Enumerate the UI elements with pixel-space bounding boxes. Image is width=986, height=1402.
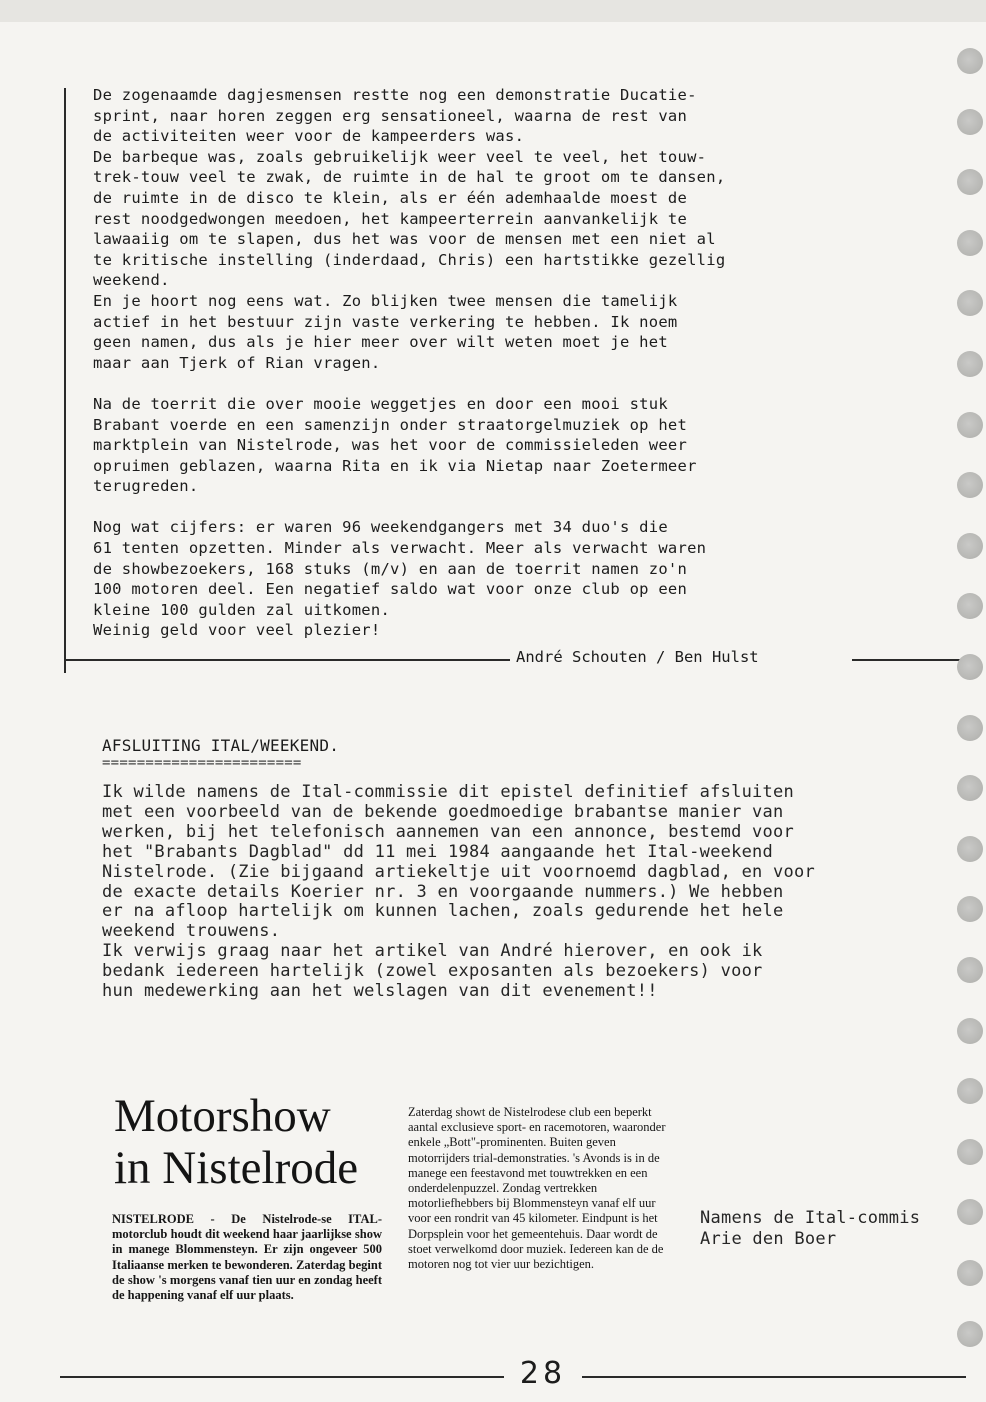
body1-line: opruimen geblazen, waarna Rita en ik via Nietap naar Zoetermeer [93,456,697,475]
binder-hole [957,290,983,316]
clipping-lead-column: NISTELRODE - De Nistelrode-se ITAL-motorclub houdt dit weekend haar jaarlijkse show in manege Blommensteyn. Er zijn ongeveer 500 Italiaanse merken te bewonderen. Zaterdag begint de show 's morgens vanaf tien uur en zondag heeft de happening vanaf elf uur plaats. [112,1212,382,1303]
binder-hole [957,230,983,256]
body2-line: werken, bij het telefonisch aannemen van een annonce, bestemd voor [102,821,795,842]
binder-hole [957,896,983,922]
binder-hole [957,1199,983,1225]
binder-hole [957,412,983,438]
binder-hole [957,533,983,559]
body1-line: De barbeque was, zoals gebruikelijk weer veel te veel, het touw- [93,147,707,166]
body1-line: Brabant voerde en een samenzijn onder straatorgelmuziek op het [93,415,688,434]
body2-line: de exacte details Koerier nr. 3 en voorgaande nummers.) We hebben [102,881,784,902]
body1-line: de activiteiten weer voor de kampeerders was. [93,127,525,146]
signature-rule-right [852,659,964,661]
body1-line: geen namen, dus als je hier meer over wilt weten moet je het [93,333,668,352]
article-body-1 [93,85,725,641]
binder-hole [957,957,983,983]
body1-line: Nog wat cijfers: er waren 96 weekendgangers met 34 duo's die [93,518,668,537]
body2-line: het "Brabants Dagblad" dd 11 mei 1984 aangaande het Ital-weekend [102,841,774,862]
clipping-body-column: Zaterdag showt de Nistelrodese club een beperkt aantal exclusieve sport- en racemotoren, waaronder enkele „Bott"-prominenten. Buiten geven motorrijders trial-demonstraties. 's Avonds is in de manege een feestavond met touwtrekken en een onderdelenpuzzel. Zondag vertrekken motorliefhebbers bij Blommensteyn vanaf elf uur voor een rondrit van 45 kilometer. Eindpunt is het Dorpsplein voor het gemeentehuis. Daar wordt de stoet verwelkomd door muziek. Iedereen kan de de motoren nog tot vier uur bezichtigen. [408,1105,666,1272]
signoff-block [700,1208,920,1250]
body2-line: Nistelrode. (Zie bijgaand artiekeltje uit voornoemd dagblad, en voor [102,861,815,882]
article-body-2 [102,783,815,1002]
body1-line: maar aan Tjerk of Rian vragen. [93,353,381,372]
body1-line: de showbezoekers, 168 stuks (m/v) en aan de toerrit namen zo'n [93,559,688,578]
binder-hole [957,351,983,377]
body1-line: marktplein van Nistelrode, was het voor de commissieleden weer [93,436,688,455]
body1-line: De zogenaamde dagjesmensen restte nog een demonstratie Ducatie- [93,86,697,104]
section-border-left [64,88,66,673]
binder-hole [957,593,983,619]
body2-line: weekend trouwens. [102,921,281,942]
body2-line: Ik verwijs graag naar het artikel van André hierover, en ook ik [102,941,763,962]
body1-line: sprint, naar horen zeggen erg sensationeel, waarna de rest van [93,106,688,125]
body1-line: 61 tenten opzetten. Minder als verwacht. Meer als verwacht waren [93,539,707,558]
signoff-name: Arie den Boer [700,1229,837,1249]
body1-line: trek-touw veel te zwak, de ruimte in de hal te groot om te dansen, [93,168,726,187]
body2-line: met een voorbeeld van de bekende goedmoedige brabantse manier van [102,801,784,822]
footer-rule-left [60,1376,504,1378]
body1-line: de ruimte in de disco te klein, als er één ademhaalde moest de [93,188,688,207]
body1-line: En je hoort nog eens wat. Zo blijken twee mensen die tamelijk [93,291,678,310]
binder-hole [957,1139,983,1165]
body1-line: lawaaiig om te slapen, dus het was voor de mensen met een niet al [93,230,716,249]
binder-hole [957,472,983,498]
clipping-headline-line-2: in Nistelrode [114,1142,359,1194]
body1-line: kleine 100 gulden zal uitkomen. [93,600,391,619]
signature-row [64,647,964,671]
binder-hole [957,169,983,195]
body1-line: 100 motoren deel. Een negatief saldo wat voor onze club op een [93,580,688,599]
binder-holes [955,0,986,1402]
binder-hole [957,775,983,801]
author-signature: André Schouten / Ben Hulst [516,648,759,666]
binder-hole [957,1078,983,1104]
body1-line: rest noodgedwongen meedoen, het kampeerterrein aanvankelijk te [93,209,688,228]
body2-line: hun medewerking aan het welslagen van dit evenement!! [102,981,658,1002]
section-title: AFSLUITING ITAL/WEEKEND. [102,736,340,755]
body2-line: bedank iedereen hartelijk (zowel exposanten als bezoekers) voor [102,961,763,982]
body2-line: Ik wilde namens de Ital-commissie dit epistel definitief afsluiten [102,782,795,802]
clipping-headline-line-1: Motorshow [114,1090,331,1142]
signature-rule-left [64,659,510,661]
body1-line: Weinig geld voor veel plezier! [93,621,381,640]
binder-hole [957,654,983,680]
binder-hole [957,1260,983,1286]
body1-line: te kritische instelling (inderdaad, Chris) een hartstikke gezellig [93,250,726,269]
binder-hole [957,836,983,862]
section-title-underline: ======================= [102,755,302,771]
binder-hole [957,48,983,74]
binder-hole [957,1321,983,1347]
body1-line: terugreden. [93,477,199,496]
body1-line: weekend. [93,271,170,290]
signoff-line-1: Namens de Ital-commis [700,1208,921,1228]
footer-rule-right [582,1376,966,1378]
page-number: 28 [519,1356,567,1391]
clipping-headline [114,1090,358,1194]
body2-line: er na afloop hartelijk om kunnen lachen, zoals gedurende het hele [102,901,784,922]
body1-line: Na de toerrit die over mooie weggetjes en door een mooi stuk [93,394,668,413]
binder-hole [957,715,983,741]
binder-hole [957,109,983,135]
body1-line: actief in het bestuur zijn vaste verkering te hebben. Ik noem [93,312,678,331]
page-footer [60,1356,966,1392]
binder-hole [957,1018,983,1044]
page-top-shadow [0,0,986,22]
